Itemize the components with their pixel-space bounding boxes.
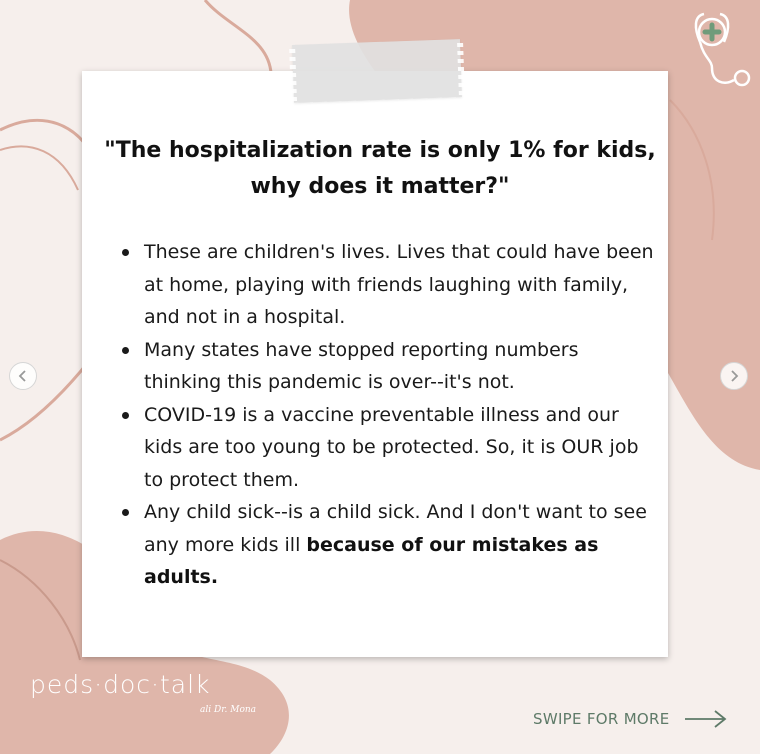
- bullet-text: Many states have stopped reporting numbers thinking this pandemic is over--it's not.: [144, 338, 579, 393]
- list-item: [118, 334, 654, 399]
- chevron-left-icon: [18, 370, 28, 382]
- bullet-list: [118, 236, 654, 594]
- bullet-text: Any child sick--is a child sick. And I don't want to see any more kids ill: [144, 501, 647, 556]
- arrow-right-icon: [683, 707, 729, 731]
- bullet-icon: [122, 412, 129, 419]
- list-item: [118, 236, 654, 334]
- list-item: [118, 496, 654, 594]
- swipe-label: SWIPE FOR MORE: [533, 710, 670, 728]
- chevron-right-icon: [729, 370, 739, 382]
- bullet-icon: [122, 249, 129, 256]
- post-title: [0, 133, 760, 205]
- list-item: [118, 399, 654, 497]
- title-line-2: why does it matter?": [250, 174, 510, 199]
- next-slide-button[interactable]: [720, 362, 748, 390]
- tape-strip: [292, 39, 462, 103]
- brand-logo: peds·doc·talk: [30, 670, 211, 699]
- brand-signature: ali Dr. Mona: [200, 705, 257, 715]
- bullet-text: COVID-19 is a vaccine preventable illness and our kids are too young to be protected. So, it is OUR job to protect them.: [144, 403, 639, 491]
- bullet-text: These are children's lives. Lives that could have been at home, playing with friends laughing with family, and not in a hospital.: [144, 241, 654, 328]
- stethoscope-icon: [682, 8, 754, 94]
- bullet-icon: [122, 347, 129, 354]
- title-line-1: "The hospitalization rate is only 1% for kids,: [104, 138, 656, 163]
- bullet-icon: [122, 509, 129, 516]
- prev-slide-button[interactable]: [9, 362, 37, 390]
- bullet-bold-text: because of our mistakes as adults.: [144, 533, 599, 588]
